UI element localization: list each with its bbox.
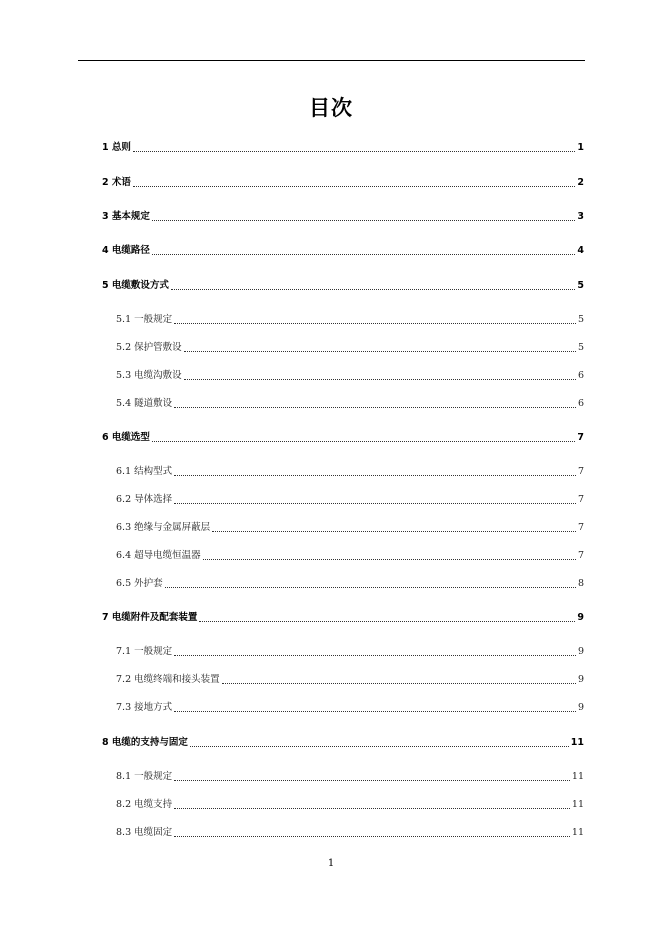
- toc-entry-page: 11: [571, 799, 584, 810]
- toc-entry-page: 9: [577, 674, 584, 685]
- toc-section-entry[interactable]: [116, 768, 584, 784]
- toc-entry-label: 4 电缆路径: [102, 245, 150, 256]
- toc-dot-leader: [203, 559, 576, 560]
- toc-entry-label: 5 电缆敷设方式: [102, 280, 169, 291]
- toc-entry-label: 5.1 一般规定: [116, 314, 173, 325]
- toc-entry-page: 7: [577, 522, 584, 533]
- toc-section-entry[interactable]: [116, 395, 584, 411]
- toc-entry-page: 11: [571, 827, 584, 838]
- toc-dot-leader: [152, 220, 575, 221]
- toc-entry-label: 6 电缆选型: [102, 432, 150, 443]
- toc-section-entry[interactable]: [116, 491, 584, 507]
- toc-dot-leader: [133, 186, 575, 187]
- toc-section-entry[interactable]: [116, 824, 584, 840]
- toc-entry-label: 3 基本规定: [102, 211, 150, 222]
- toc-dot-leader: [174, 711, 576, 712]
- toc-section-entry[interactable]: [116, 547, 584, 563]
- toc-chapter-entry[interactable]: [102, 429, 584, 445]
- toc-chapter-entry[interactable]: [102, 174, 584, 190]
- toc-dot-leader: [222, 683, 576, 684]
- toc-entry-page: 1: [577, 142, 584, 153]
- toc-dot-leader: [174, 780, 570, 781]
- toc-dot-leader: [174, 808, 570, 809]
- toc-section-entry[interactable]: [116, 519, 584, 535]
- toc-entry-page: 4: [577, 245, 584, 256]
- toc-entry-page: 11: [571, 771, 584, 782]
- toc-entry-label: 5.4 隧道敷设: [116, 398, 173, 409]
- toc-entry-label: 7.1 一般规定: [116, 646, 173, 657]
- toc-dot-leader: [152, 254, 575, 255]
- toc-entry-label: 5.2 保护管敷设: [116, 342, 182, 353]
- toc-entry-label: 5.3 电缆沟敷设: [116, 370, 182, 381]
- toc-entry-page: 7: [577, 550, 584, 561]
- toc-entry-page: 9: [577, 702, 584, 713]
- toc-section-entry[interactable]: [116, 463, 584, 479]
- toc-entry-page: 9: [577, 612, 584, 623]
- toc-entry-label: 6.5 外护套: [116, 578, 163, 589]
- toc-entry-label: 7 电缆附件及配套装置: [102, 612, 198, 623]
- toc-entry-label: 8 电缆的支持与固定: [102, 737, 188, 748]
- toc-entry-page: 7: [577, 432, 584, 443]
- toc-entry-page: 7: [577, 494, 584, 505]
- toc-entry-label: 7.3 接地方式: [116, 702, 173, 713]
- toc-section-entry[interactable]: [116, 671, 584, 687]
- toc-entry-page: 9: [577, 646, 584, 657]
- toc-entry-label: 6.4 超导电缆恒温器: [116, 550, 201, 561]
- toc-entry-page: 6: [577, 370, 584, 381]
- toc-entry-page: 2: [577, 177, 584, 188]
- toc-entry-label: 8.2 电缆支持: [116, 799, 173, 810]
- toc-dot-leader: [174, 836, 570, 837]
- toc-chapter-entry[interactable]: [102, 609, 584, 625]
- toc-entry-label: 7.2 电缆终端和接头装置: [116, 674, 220, 685]
- toc-entry-page: 5: [577, 342, 584, 353]
- toc-section-entry[interactable]: [116, 575, 584, 591]
- toc-dot-leader: [171, 289, 575, 290]
- toc-section-entry[interactable]: [116, 643, 584, 659]
- toc-entry-label: 6.2 导体选择: [116, 494, 173, 505]
- toc-dot-leader: [184, 351, 576, 352]
- toc-entry-page: 11: [570, 737, 584, 748]
- toc-dot-leader: [212, 531, 576, 532]
- toc-dot-leader: [184, 379, 576, 380]
- toc-chapter-entry[interactable]: [102, 208, 584, 224]
- toc-dot-leader: [174, 655, 576, 656]
- page-title: 目次: [309, 96, 353, 120]
- toc-dot-leader: [174, 503, 576, 504]
- toc-entry-label: 2 术语: [102, 177, 131, 188]
- toc-entry-page: 5: [577, 280, 584, 291]
- page-number: 1: [327, 858, 335, 869]
- toc-entry-page: 3: [577, 211, 584, 222]
- toc-chapter-entry[interactable]: [102, 242, 584, 258]
- toc-entry-label: 8.1 一般规定: [116, 771, 173, 782]
- toc-dot-leader: [174, 475, 576, 476]
- toc-entry-label: 8.3 电缆固定: [116, 827, 173, 838]
- toc-chapter-entry[interactable]: [102, 139, 584, 155]
- toc-entry-page: 5: [577, 314, 584, 325]
- toc-section-entry[interactable]: [116, 796, 584, 812]
- toc-section-entry[interactable]: [116, 339, 584, 355]
- toc-dot-leader: [199, 621, 575, 622]
- toc-dot-leader: [152, 441, 575, 442]
- toc-entry-label: 6.1 结构型式: [116, 466, 173, 477]
- toc-section-entry[interactable]: [116, 699, 584, 715]
- toc-dot-leader: [133, 151, 575, 152]
- toc-dot-leader: [174, 407, 576, 408]
- toc-entry-page: 6: [577, 398, 584, 409]
- toc-section-entry[interactable]: [116, 367, 584, 383]
- toc-chapter-entry[interactable]: [102, 277, 584, 293]
- toc-dot-leader: [165, 587, 576, 588]
- toc-section-entry[interactable]: [116, 311, 584, 327]
- toc-entry-page: 7: [577, 466, 584, 477]
- toc-dot-leader: [174, 323, 576, 324]
- toc-dot-leader: [190, 746, 569, 747]
- toc-entry-page: 8: [577, 578, 584, 589]
- toc-entry-label: 1 总则: [102, 142, 131, 153]
- toc-entry-label: 6.3 绝缘与金属屏蔽层: [116, 522, 211, 533]
- toc-chapter-entry[interactable]: [102, 734, 584, 750]
